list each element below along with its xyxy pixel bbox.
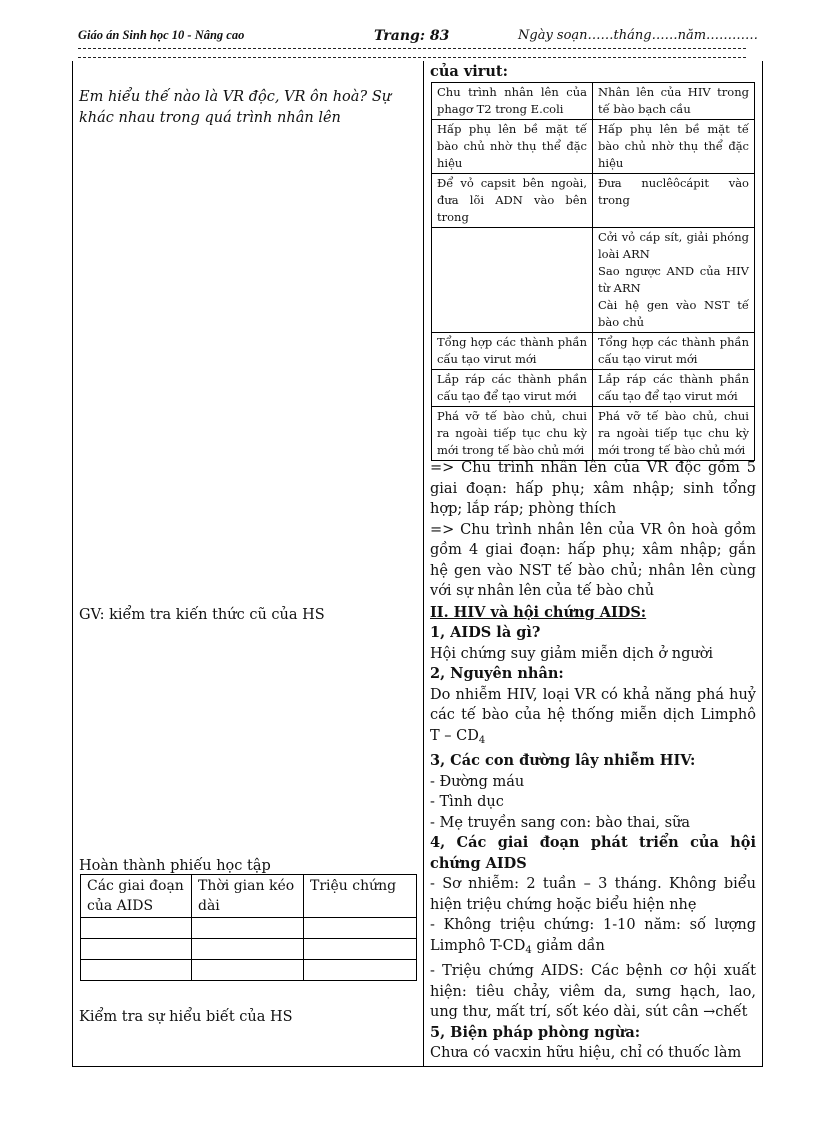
stage-asymptomatic-tail: giảm dần bbox=[531, 937, 605, 954]
table-row bbox=[432, 83, 755, 120]
transmission-sexual: - Tình dục bbox=[430, 794, 504, 810]
table-row bbox=[432, 370, 755, 407]
page-header bbox=[78, 28, 759, 48]
empty-cell[interactable] bbox=[192, 960, 304, 981]
column-divider bbox=[423, 61, 424, 1067]
hiv-cell: Lắp ráp các thành phần cấu tạo để tạo virut mới bbox=[593, 370, 755, 407]
header-date: Ngày soạn……tháng……năm………… bbox=[518, 28, 759, 43]
phage-cell: Chu trình nhân lên của phagơ T2 trong E.coli bbox=[432, 83, 593, 120]
q-transmission: 3, Các con đường lây nhiễm HIV: bbox=[430, 752, 696, 769]
empty-cell[interactable] bbox=[81, 918, 192, 939]
phage-cell bbox=[432, 228, 593, 333]
section-hiv-aids: II. HIV và hội chứng AIDS: bbox=[430, 603, 647, 621]
header-cell-duration: Thời gian kéo dài bbox=[192, 875, 304, 918]
empty-cell[interactable] bbox=[81, 960, 192, 981]
virus-intro bbox=[430, 62, 756, 83]
virus-intro-text: của virut: bbox=[430, 63, 508, 80]
conclusion-virulent: => Chu trình nhân lên của VR độc gồm 5 giai đoạn: hấp phụ; xâm nhập; sinh tổng hợp; lắp ráp; phòng thích bbox=[430, 460, 756, 517]
hiv-cell: Nhân lên của HIV trong tế bào bạch cầu bbox=[593, 83, 755, 120]
q-prevention: 5, Biện pháp phòng ngừa: bbox=[430, 1023, 641, 1041]
q-cause: 2, Nguyên nhân: bbox=[430, 665, 564, 682]
table-row bbox=[432, 120, 755, 174]
stage-asymptomatic-sub: 4 bbox=[525, 944, 532, 956]
stage-asymptomatic bbox=[430, 915, 756, 961]
virus-comparison-table bbox=[431, 82, 755, 461]
empty-cell[interactable] bbox=[192, 918, 304, 939]
a-what-is-aids: Hội chứng suy giảm miễn dịch ở người bbox=[430, 645, 714, 662]
conclusion-temperate: => Chu trình nhân lên của VR ôn hoà gồm gồm 4 giai đoạn: hấp phụ; xâm nhập; gắn hệ gen vào NST tế bào chủ; nhân lên cùng với sự nhân lên của tế bào chủ bbox=[430, 521, 756, 599]
transmission-mother-child: - Mẹ truyền sang con: bào thai, sữa bbox=[430, 814, 691, 831]
hiv-cell: Cởi vỏ cáp sít, giải phóng loài ARN Sao ngược AND của HIV từ ARN Cài hệ gen vào NST tế bào chủ bbox=[593, 228, 755, 333]
phage-cell: Hấp phụ lên bề mặt tế bào chủ nhờ thụ thể đặc hiệu bbox=[432, 120, 593, 174]
q-what-is-aids: 1, AIDS là gì? bbox=[430, 624, 541, 641]
header-page-number: Trang: 83 bbox=[374, 28, 450, 44]
empty-cell[interactable] bbox=[304, 960, 417, 981]
header-title: Giáo án Sinh học 10 - Nâng cao bbox=[78, 28, 245, 42]
table-row bbox=[81, 960, 417, 981]
hiv-cell: Tổng hợp các thành phần cấu tạo virut mới bbox=[593, 333, 755, 370]
table-row bbox=[432, 174, 755, 228]
gv-check-note: GV: kiểm tra kiến thức cũ của HS bbox=[79, 607, 325, 623]
table-row bbox=[432, 228, 755, 333]
phage-cell: Để vỏ capsit bên ngoài, đưa lõi ADN vào bên trong bbox=[432, 174, 593, 228]
header-rule-2 bbox=[78, 57, 746, 58]
empty-cell[interactable] bbox=[81, 939, 192, 960]
table-row bbox=[432, 407, 755, 461]
phage-cell: Tổng hợp các thành phần cấu tạo virut mới bbox=[432, 333, 593, 370]
header-cell-symptoms: Triệu chứng bbox=[304, 875, 417, 918]
worksheet-title: Hoàn thành phiếu học tập bbox=[79, 858, 271, 874]
empty-cell[interactable] bbox=[192, 939, 304, 960]
transmission-blood: - Đường máu bbox=[430, 773, 525, 790]
hiv-cell: Hấp phụ lên bề mặt tế bào chủ nhờ thụ thể đặc hiệu bbox=[593, 120, 755, 174]
q-stages: 4, Các giai đoạn phát triển của hội chứng AIDS bbox=[430, 834, 756, 872]
aids-worksheet-table bbox=[80, 874, 417, 981]
teacher-question: Em hiểu thế nào là VR độc, VR ôn hoà? Sự khác nhau trong quá trình nhân lên bbox=[79, 89, 392, 126]
understanding-check-note: Kiểm tra sự hiểu biết của HS bbox=[79, 1009, 293, 1025]
empty-cell[interactable] bbox=[304, 918, 417, 939]
table-row bbox=[81, 939, 417, 960]
hiv-cell: Phá vỡ tế bào chủ, chui ra ngoài tiếp tục chu kỳ mới trong tế bào chủ mới bbox=[593, 407, 755, 461]
header-cell-stage: Các giai đoạn của AIDS bbox=[81, 875, 192, 918]
a-cause-text: Do nhiễm HIV, loại VR có khả năng phá huỷ các tế bào của hệ thống miễn dịch Limphô T – CD bbox=[430, 686, 756, 744]
stage-asymptomatic-text: - Không triệu chứng: 1-10 năm: số lượng Limphô T-CD bbox=[430, 917, 756, 954]
hiv-cell: Đưa nuclêôcápit vào trong bbox=[593, 174, 755, 228]
table-header-row bbox=[81, 875, 417, 918]
phage-cell: Lắp ráp các thành phần cấu tạo để tạo virut mới bbox=[432, 370, 593, 407]
right-body bbox=[430, 458, 756, 1064]
empty-cell[interactable] bbox=[304, 939, 417, 960]
stage-primary: - Sơ nhiễm: 2 tuần – 3 tháng. Không biểu hiện triệu chứng hoặc biểu hiện nhẹ bbox=[430, 876, 756, 913]
header-rule bbox=[78, 48, 746, 49]
table-row bbox=[81, 918, 417, 939]
table-row bbox=[432, 333, 755, 370]
a-cause bbox=[430, 685, 756, 752]
a-cause-sub: 4 bbox=[478, 734, 486, 746]
a-prevention: Chưa có vacxin hữu hiệu, chỉ có thuốc làm bbox=[430, 1045, 742, 1061]
phage-cell: Phá vỡ tế bào chủ, chui ra ngoài tiếp tục chu kỳ mới trong tế bào chủ mới bbox=[432, 407, 593, 461]
stage-aids: - Triệu chứng AIDS: Các bệnh cơ hội xuất hiện: tiêu chảy, viêm da, sưng hạch, lao, ung thư, mất trí, sốt kéo dài, sút cân →chết bbox=[430, 963, 756, 1020]
